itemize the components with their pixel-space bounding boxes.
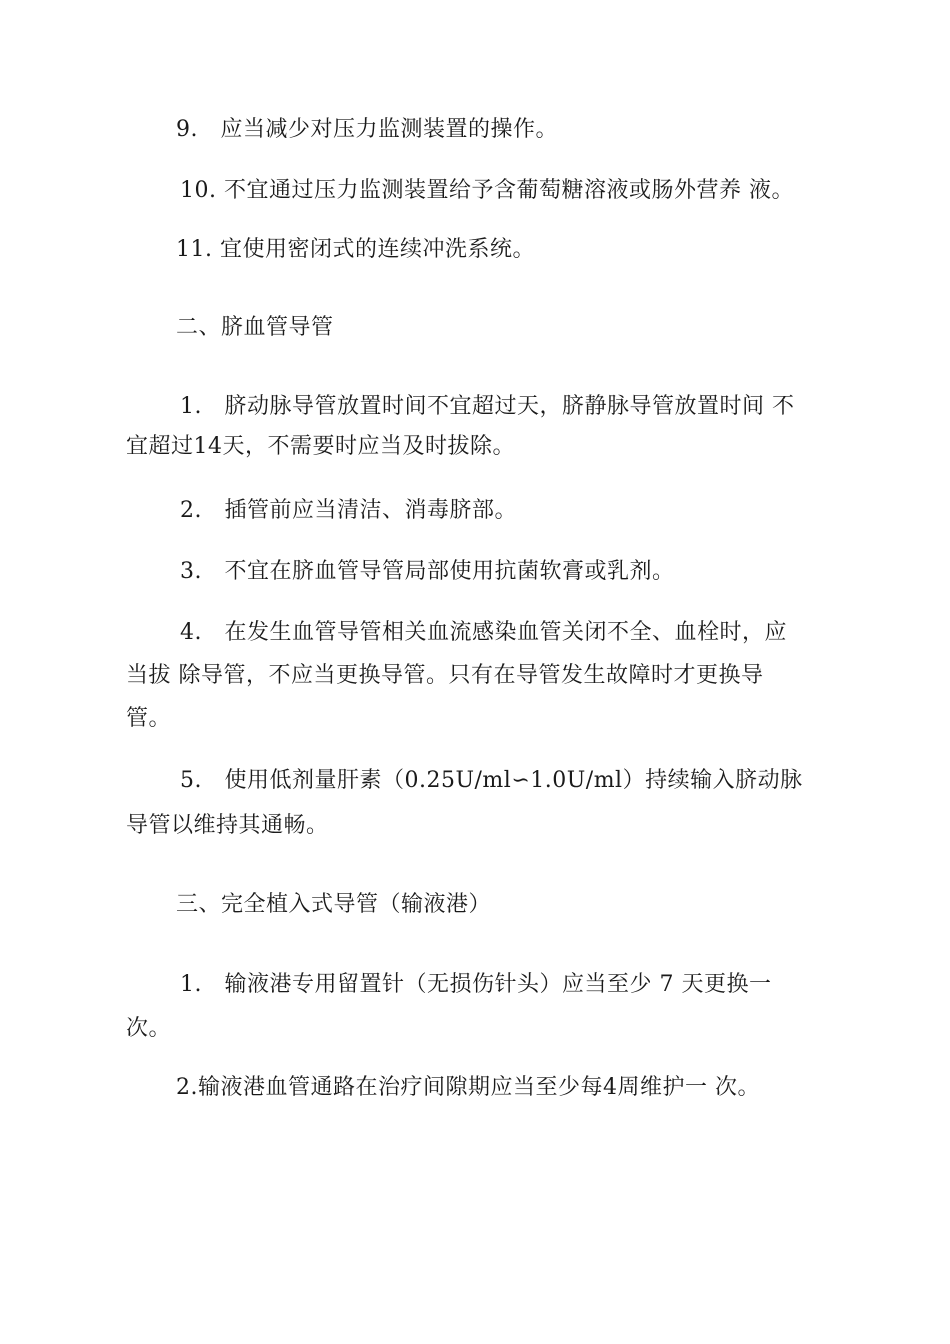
umbilical-item-4-line-3: 管。 — [126, 706, 172, 731]
port-item-2-text: 2.输液港血管通路在治疗间隙期应当至少每4周维护一 次。 — [176, 1075, 760, 1100]
umbilical-item-4-line-1: 4. 在发生血管导管相关血流感染血管关闭不全、血栓时，应 — [180, 620, 787, 645]
umbilical-item-1-line-1: 1. 脐动脉导管放置时间不宜超过天，脐静脉导管放置时间 不 — [180, 394, 795, 419]
umbilical-item-4-line-2: 当拔 除导管，不应当更换导管。只有在导管发生故障时才更换导 — [126, 663, 764, 688]
umbilical-item-1-line-2: 宜超过14天，不需要时应当及时拔除。 — [126, 434, 515, 459]
umbilical-item-3-text: 3. 不宜在脐血管导管局部使用抗菌软膏或乳剂。 — [180, 559, 675, 584]
item-9-text: 9. 应当减少对压力监测装置的操作。 — [176, 117, 558, 142]
umbilical-item-5-line-2: 导管以维持其通畅。 — [126, 813, 329, 838]
umbilical-item-2-text: 2. 插管前应当清洁、消毒脐部。 — [180, 498, 517, 523]
port-item-1-line-2: 次。 — [126, 1016, 172, 1041]
section-heading-port: 三、完全植入式导管（输液港） — [176, 892, 492, 917]
item-10-text: 10. 不宜通过压力监测装置给予含葡萄糖溶液或肠外营养 液。 — [180, 178, 794, 203]
port-item-1-line-1: 1. 输液港专用留置针（无损伤针头）应当至少 7 天更换一 — [180, 972, 772, 997]
section-heading-umbilical: 二、脐血管导管 — [176, 315, 334, 340]
umbilical-item-5-line-1: 5. 使用低剂量肝素（0.25U/ml∽1.0U/ml）持续输入脐动脉 — [180, 768, 803, 793]
item-11-text: 11. 宜使用密闭式的连续冲洗系统。 — [176, 237, 535, 262]
